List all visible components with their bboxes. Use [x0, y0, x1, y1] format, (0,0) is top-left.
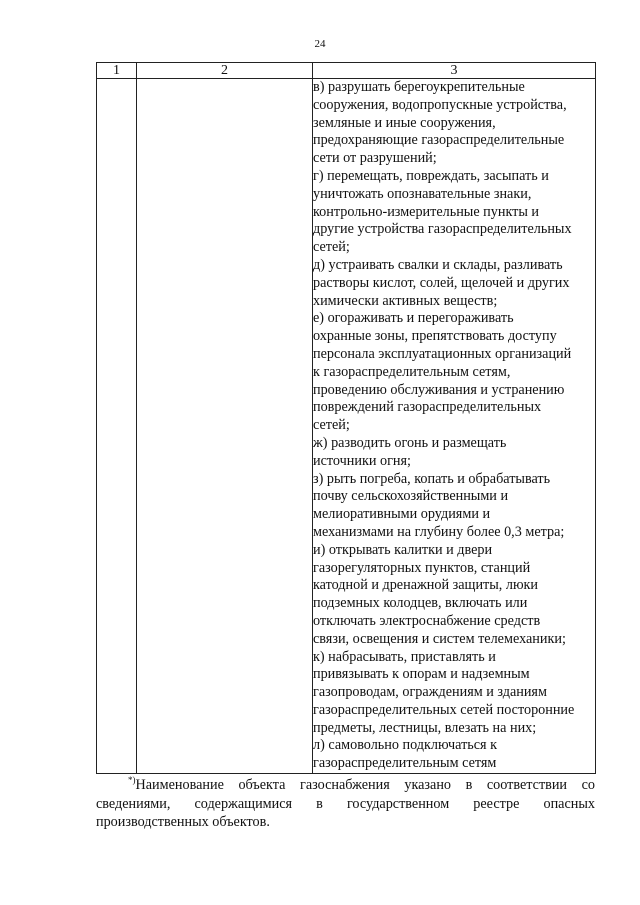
cell-line: г) перемещать, повреждать, засыпать и [313, 167, 549, 184]
table-row [97, 79, 596, 774]
cell-line: уничтожать опознавательные знаки, [313, 185, 532, 202]
cell-line: мелиоративными орудиями и [313, 506, 491, 523]
table-cell-col2 [137, 79, 313, 774]
footnote-text: Наименование объекта газоснабжения указано в соответствии со [135, 777, 595, 793]
cell-line: е) огораживать и перегораживать [313, 310, 514, 327]
column-header-2: 2 [137, 63, 313, 79]
footnote-line-1 [96, 771, 595, 795]
cell-line: привязывать к опорам и надземным [313, 666, 530, 683]
cell-line: отключать электроснабжение средств [313, 612, 541, 629]
cell-line: другие устройства газораспределительных [313, 221, 572, 238]
column-header-1: 1 [97, 63, 137, 79]
cell-line: и) открывать калитки и двери [313, 541, 493, 558]
cell-line: в) разрушать берегоукрепительные [313, 79, 525, 95]
footnote [96, 771, 595, 832]
cell-line: сети от разрушений; [313, 150, 437, 167]
footnote-marker: *) [128, 775, 136, 785]
footnote-line-3: производственных объектов. [96, 814, 270, 830]
cell-line: подземных колодцев, включать или [313, 595, 528, 612]
cell-line: сетей; [313, 239, 350, 256]
cell-line: повреждений газораспределительных [313, 399, 542, 416]
cell-line: предметы, лестницы, влезать на них; [313, 719, 537, 736]
cell-line: механизмами на глубину более 0,3 метра; [313, 523, 565, 540]
cell-line: сетей; [313, 417, 350, 434]
cell-line: газораспределительных сетей посторонние [313, 701, 575, 718]
cell-line: предохраняющие газораспределительные [313, 132, 565, 149]
cell-line: д) устраивать свалки и склады, разливать [313, 256, 563, 273]
cell-line: газорегуляторных пунктов, станций [313, 559, 531, 576]
cell-line: контрольно-измерительные пункты и [313, 203, 540, 220]
cell-line: к) набрасывать, приставлять и [313, 648, 496, 665]
cell-line: ж) разводить огонь и размещать [313, 434, 507, 451]
cell-line: связи, освещения и систем телемеханики; [313, 630, 566, 647]
table-header-row [97, 63, 596, 79]
cell-line: земляные и иные сооружения, [313, 114, 496, 131]
cell-line: газораспределительным сетям [313, 755, 497, 772]
table-cell-col3 [313, 79, 596, 774]
cell-line: растворы кислот, солей, щелочей и других [313, 274, 570, 291]
footnote-line-2: сведениями, содержащимися в государственном реестре опасных [96, 795, 595, 812]
table-cell-col1 [97, 79, 137, 774]
cell-line: источники огня; [313, 452, 411, 469]
page-number: 24 [314, 38, 326, 50]
column-header-3: 3 [313, 63, 596, 79]
cell-line: сооружения, водопропускные устройства, [313, 96, 567, 113]
cell-line: з) рыть погреба, копать и обрабатывать [313, 470, 551, 487]
cell-line: л) самовольно подключаться к [313, 737, 498, 754]
cell-line: проведению обслуживания и устранению [313, 381, 565, 398]
cell-line: к газораспределительным сетям, [313, 363, 511, 380]
cell-line: охранные зоны, препятствовать доступу [313, 328, 557, 345]
cell-line: химически активных веществ; [313, 292, 498, 309]
cell-line: газопроводам, ограждениям и зданиям [313, 684, 547, 701]
cell-line: почву сельскохозяйственными и [313, 488, 509, 505]
cell-line: катодной и дренажной защиты, люки [313, 577, 539, 594]
requirements-table [96, 62, 596, 774]
cell-line: персонала эксплуатационных организаций [313, 345, 572, 362]
